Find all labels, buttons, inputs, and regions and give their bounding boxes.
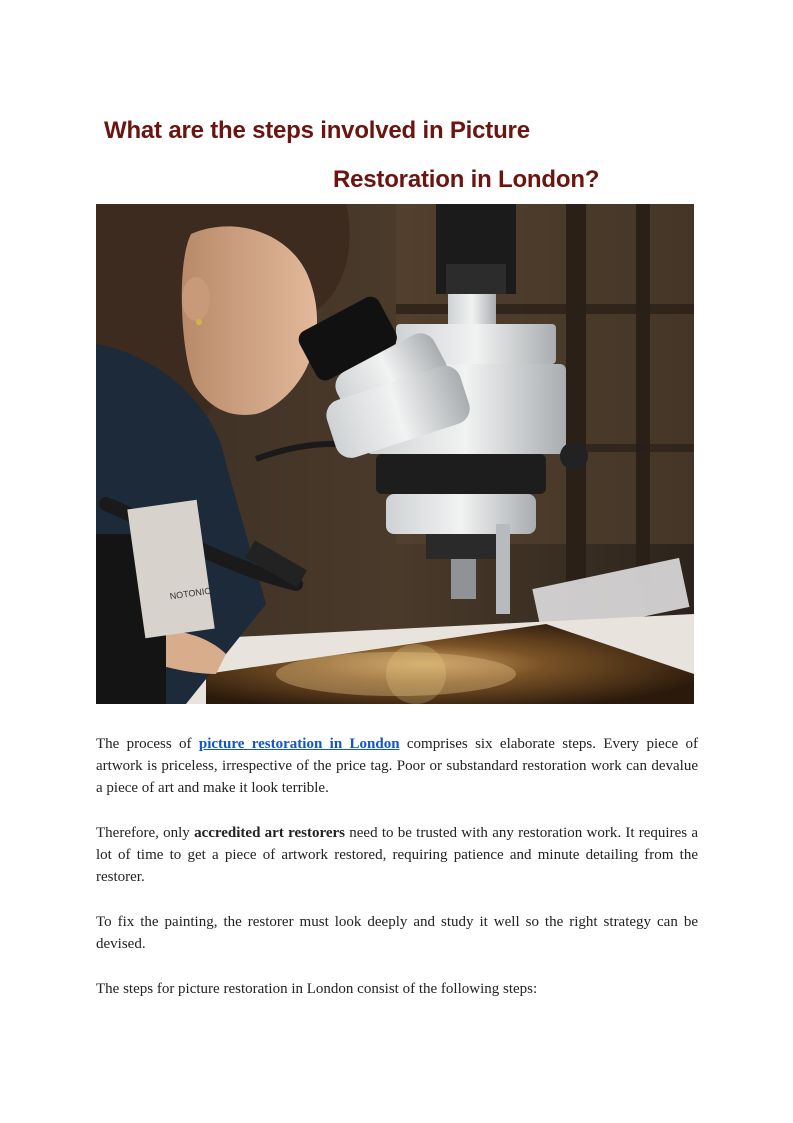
paragraph-restorers xyxy=(96,822,698,888)
paragraph-steps-intro: The steps for picture restoration in London consist of the following steps: xyxy=(96,981,538,997)
page-title-line-2: Restoration in London? xyxy=(333,166,600,193)
paragraph-study: To fix the painting, the restorer must look deeply and study it well so the right strategy can be devised. xyxy=(96,914,698,952)
device-brand-label: NOTONIC xyxy=(169,585,212,602)
accredited-restorers-emphasis: accredited art restorers xyxy=(194,825,346,841)
paragraph-restorers-rest: need to be trusted with any restoration work. It requires a lot of time to get a piece of artwork restored, requiring patience and minute detailing from the restorer. xyxy=(96,825,698,885)
paragraph-intro-lead: The process of xyxy=(96,736,199,752)
photo-illustration xyxy=(96,204,694,704)
page-title-line-1: What are the steps involved in Picture xyxy=(104,117,530,144)
restorer-microscope-photo xyxy=(96,204,694,704)
paragraph-restorers-lead: Therefore, only xyxy=(96,825,195,841)
picture-restoration-link[interactable]: picture restoration in London xyxy=(198,736,400,752)
paragraph-intro xyxy=(96,733,698,799)
paragraph-intro-rest: comprises six elaborate steps. Every piece of artwork is priceless, irrespective of the price tag. Poor or substandard restoration work can devalue a piece of art and make it look terrible. xyxy=(96,736,698,796)
